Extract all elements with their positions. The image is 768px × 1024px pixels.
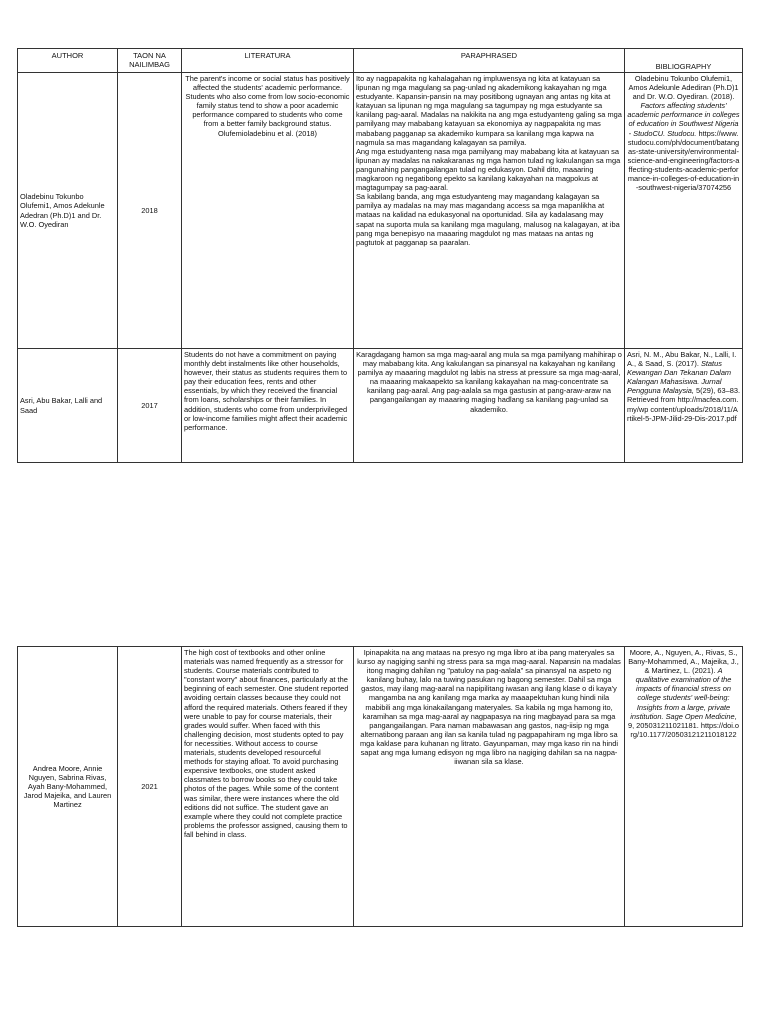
author-cell: Andrea Moore, Annie Nguyen, Sabrina Rivas, Ayah Bany-Mohammed, Jarod Majeika, and Lauren Martinez: [18, 647, 118, 927]
bibliography-title: A qualitative examination of the impacts of financial stress on college students' well-being: Insights from a large, private institution. Sage Open Medicine: [630, 666, 735, 721]
literature-cell: The high cost of textbooks and other online materials was named frequently as a stressor for students. Course materials contributed to "constant worry" about finances, particularly at the beginning of each semester. One student reported avoiding certain classes because they could not afford the required materials. Others feared if they were unable to pay for course materials, their grades would suffer. When faced with this challenging decision, most students opted to pay for necessities. Without access to course materials, students developed resourceful methods for staying afloat. To avoid purchasing expensive textbooks, one student asked classmates to borrow books so they could take photos of the pages. While some of the content was similar, there were instances where the old editions did not suffice. The student gave an example where they could not complete practice problems the professor assigned, causing them to fall behind in class.: [182, 647, 354, 927]
bibliography-cell: [625, 349, 743, 463]
bibliography-cell: [625, 647, 743, 927]
bibliography-title: Status Kewangan Dan Tekanan Dalam Kalangan Mahasiswa. Jurnal Pengguna Malaysia,: [627, 359, 732, 396]
paraphrased-cell: Karagdagang hamon sa mga mag-aaral ang mula sa mga pamilyang mahihirap o may mababang kita. Ang kakulangan sa pinansyal na kakayahan ng kanilang pamilya ay maaaring magdulot ng labis na stress at pressure sa mga mag-aaral, na maaaring makaapekto sa kanilang kakayahan na mag-concentrate sa kanilang pag-aaral. Ang pag-aalala sa mga gastusin at pang-araw-araw na pangangailangan ay maaaring maging hadlang sa kanilang pag-unlad sa akademiko.: [354, 349, 625, 463]
bibliography-title: Factors affecting students' academic performance in colleges of education in Southwest Nigeria - StudoCU. Studocu.: [627, 101, 740, 138]
table-row: [18, 349, 743, 463]
header-author: AUTHOR: [18, 49, 118, 73]
bibliography-authors: Moore, A., Nguyen, A., Rivas, S., Bany-Mohammed, A., Majeika, J., & Martinez, L. (2021).: [628, 648, 739, 676]
review-table-page-2: [17, 646, 743, 927]
table-row: [18, 647, 743, 927]
header-literature: LITERATURA: [182, 49, 354, 73]
year-cell: 2017: [118, 349, 182, 463]
header-bibliography: BIBLIOGRAPHY: [625, 49, 743, 73]
bibliography-source: https://www.studocu.com/ph/document/batangas-state-university/environmental-science-and-engineering/factors-affecting-students-academic-performance-in-colleges-of-education-in-southwest-nigeria/37074256: [627, 128, 740, 193]
year-cell: 2018: [118, 73, 182, 349]
paraphrased-cell: Ito ay nagpapakita ng kahalagahan ng impluwensya ng kita at katayuan sa lipunan ng mga magulang sa pag-unlad ng akademikong kakayahan ng mga estudyante. Kapansin-pansin na may positibong ugnayan ang antas ng kita at katayuan sa lipunan ng mga magulang sa tagumpay ng mga estudyante sa kanilang pag-aaral. Madalas na nakikita na ang mga estudyanteng galing sa mga pamilyang may mababang katayuan sa ekonomiya ay nagpapakita ng mas mababang pagganap sa akademiko kumpara sa kanilang mga kapwa na nagmula sa mas magandang kalagayan sa pamilya. Ang mga estudyanteng nasa mga pamilyang may mababang kita at katayuan sa lipunan ay madalas na nakakaranas ng mga hamon tulad ng kakulangan sa mga pangunahing pangangailangan tulad ng edukasyon. Dahil dito, maaaring magkaroon ng negatibong epekto sa kanilang kakayahan na magpokus at magtagumpay sa pag-aaral. Sa kabilang banda, ang mga estudyanteng may magandang kalagayan sa pamilya ay madalas na may mas magandang access sa mga mapanlikha at mataas na kalidad na edukasyonal na oportunidad. Sila ay kadalasang may sapat na suporta mula sa kanilang mga magulang, malusog na kalagayan, at iba pang mga benepisyo na maaaring magdulot ng mas mataas na antas ng pagtutok at pagganap sa paaralan.: [354, 73, 625, 349]
literature-cell: The parent's income or social status has positively affected the students' academic performance. Students who also come from low socio-economic family status tend to show a poor academic performance compared to students who come from a better family background status. Olufemioladebinu et al. (2018): [182, 73, 354, 349]
bibliography-cell: [625, 73, 743, 349]
table-row: [18, 73, 743, 349]
literature-cell: Students do not have a commitment on paying monthly debt instalments like other households, however, their status as students requires them to pay their education fees, rents and other essentials, by which they received the financial from loans, scholarships or their families. In addition, students who come from underprivileged or low-income families might affect their academic performance.: [182, 349, 354, 463]
author-cell: Asri, Abu Bakar, Lalli and Saad: [18, 349, 118, 463]
bibliography-authors: Asri, N. M., Abu Bakar, N., Lalli, I. A., & Saad, S. (2017).: [627, 350, 737, 369]
year-cell: 2021: [118, 647, 182, 927]
header-row: [18, 49, 743, 73]
bibliography-source: 5(29), 63–83. Retrieved from http://macfea.com.my/wp content/uploads/2018/11/Artikel-5-JPM-Jilid-29-Dis-2017.pdf: [627, 386, 741, 423]
author-cell: Oladebinu Tokunbo Olufemi1, Amos Adekunle Adedran (Ph.D)1 and Dr. W.O. Oyediran: [18, 73, 118, 349]
header-year: TAON NA NAILIMBAG: [118, 49, 182, 73]
header-paraphrased: PARAPHRASED: [354, 49, 625, 73]
bibliography-source: , 9, 205031211021181. https://doi.org/10.1177/20503121211018122: [627, 711, 740, 739]
paraphrased-cell: Ipinapakita na ang mataas na presyo ng mga libro at iba pang materyales sa kurso ay nagiging sanhi ng stress para sa mga mag-aaral. Napansin na madalas itong maging dahilan ng "patuloy na pag-aalala" sa pinansyal na aspeto ng kanilang buhay, lalo na tuwing pasukan ng bagong semester. Dahil sa mga gastos, may ilang mag-aaral na napipilitang iwasan ang ilang klase o di kaya'y mangamba na ang kanilang mga marka ay maaapektuhan kung hindi nila mabibili ang mga kinakailangang materyales. Sa kabila ng mga hamong ito, karamihan sa mga mag-aaral ay nagpapasya na ring magbayad para sa mga pangangailangan. Para naman mabawasan ang gastos, nag-iisip ng mga alternatibong paraan ang ilan sa kanila tulad ng pagpapahiram ng mga libro sa mga kaklase para kuhanan ng litrato. Gayunpaman, may mga kaso rin na hindi sapat ang mga lumang edisyon ng mga libro na nagiging dahilan sa na nagpa-iiwanan sila sa klase.: [354, 647, 625, 927]
review-table-page-1: [17, 48, 743, 463]
bibliography-authors: Oladebinu Tokunbo Olufemi1, Amos Adekunle Adediran (Ph.D)1 and Dr. W.O. Oyediran. (2018).: [628, 74, 739, 102]
